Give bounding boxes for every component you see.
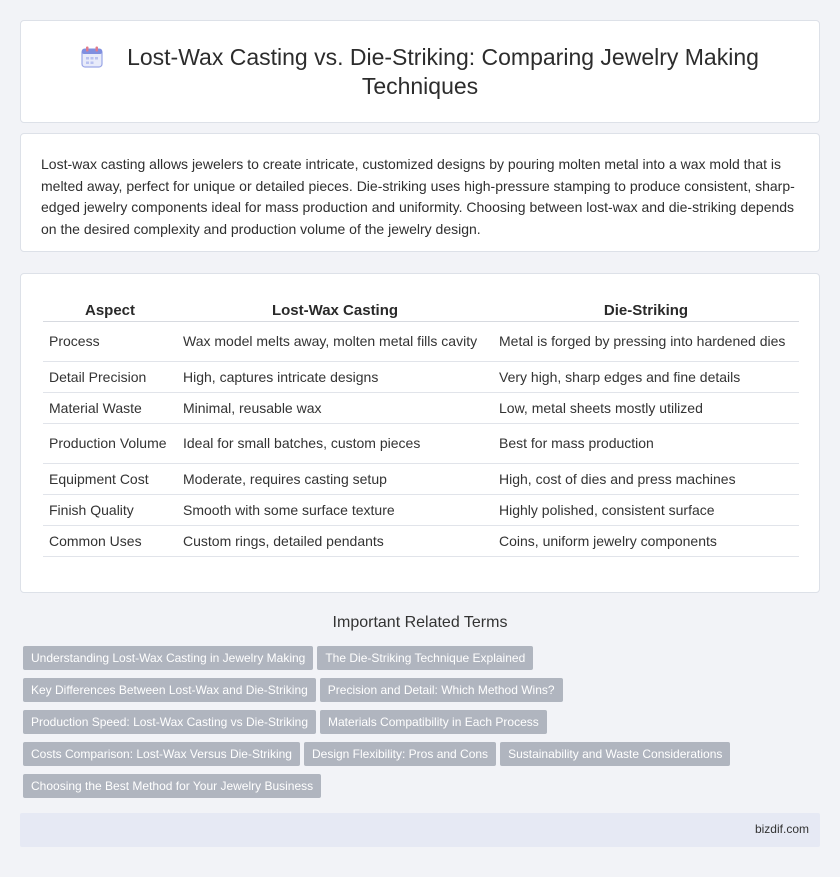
table-cell: Low, metal sheets mostly utilized bbox=[493, 392, 799, 423]
table-row bbox=[43, 361, 799, 392]
table-cell: Moderate, requires casting setup bbox=[177, 463, 493, 494]
table-cell: High, cost of dies and press machines bbox=[493, 463, 799, 494]
table-row bbox=[43, 423, 799, 463]
table-cell: Metal is forged by pressing into hardened dies bbox=[493, 321, 799, 361]
header-aspect: Aspect bbox=[43, 296, 177, 321]
related-term-link[interactable]: Choosing the Best Method for Your Jewelry Business bbox=[23, 774, 321, 798]
footer bbox=[20, 813, 820, 847]
table-cell: Finish Quality bbox=[43, 494, 177, 525]
table-row bbox=[43, 525, 799, 556]
table-cell: Common Uses bbox=[43, 525, 177, 556]
table-cell: Highly polished, consistent surface bbox=[493, 494, 799, 525]
related-terms-heading: Important Related Terms bbox=[332, 614, 508, 631]
header-card bbox=[20, 20, 820, 123]
related-term-link[interactable]: The Die-Striking Technique Explained bbox=[317, 646, 533, 670]
intro-paragraph: Lost-wax casting allows jewelers to create intricate, customized designs by pouring molten metal into a wax mold that is melted away, perfect for unique or detailed pieces. Die-striking uses high-pressure stamping to produce consistent, sharp-edged jewelry components ideal for mass production and uniformity. Choosing between lost-wax and die-striking depends on the desired complexity and production volume of the jewelry design. bbox=[41, 156, 795, 237]
intro-card bbox=[20, 133, 820, 252]
related-term-link[interactable]: Sustainability and Waste Considerations bbox=[500, 742, 730, 766]
comparison-card bbox=[20, 273, 820, 593]
table-cell: Smooth with some surface texture bbox=[177, 494, 493, 525]
related-term-link[interactable]: Key Differences Between Lost-Wax and Die-Striking bbox=[23, 678, 316, 702]
table-cell: Production Volume bbox=[43, 423, 177, 463]
related-term-link[interactable]: Design Flexibility: Pros and Cons bbox=[304, 742, 496, 766]
table-cell: Minimal, reusable wax bbox=[177, 392, 493, 423]
calendar-icon bbox=[81, 46, 103, 68]
table-cell: Detail Precision bbox=[43, 361, 177, 392]
table-cell: Equipment Cost bbox=[43, 463, 177, 494]
table-cell: Best for mass production bbox=[493, 423, 799, 463]
header-lost-wax: Lost-Wax Casting bbox=[177, 296, 493, 321]
table-cell: Wax model melts away, molten metal fills cavity bbox=[177, 321, 493, 361]
table-cell: High, captures intricate designs bbox=[177, 361, 493, 392]
table-cell: Very high, sharp edges and fine details bbox=[493, 361, 799, 392]
page-title bbox=[21, 43, 819, 101]
comparison-table bbox=[43, 296, 799, 557]
related-term-link[interactable]: Materials Compatibility in Each Process bbox=[320, 710, 547, 734]
related-term-link[interactable]: Production Speed: Lost-Wax Casting vs Die-Striking bbox=[23, 710, 316, 734]
table-row bbox=[43, 392, 799, 423]
table-row bbox=[43, 494, 799, 525]
table-cell: Ideal for small batches, custom pieces bbox=[177, 423, 493, 463]
related-term-link[interactable]: Understanding Lost-Wax Casting in Jewelry Making bbox=[23, 646, 313, 670]
table-row bbox=[43, 463, 799, 494]
table-row bbox=[43, 321, 799, 361]
table-header-row bbox=[43, 296, 799, 321]
table-cell: Custom rings, detailed pendants bbox=[177, 525, 493, 556]
related-terms-list bbox=[23, 646, 823, 806]
table-cell: Process bbox=[43, 321, 177, 361]
footer-site-link[interactable]: bizdif.com bbox=[754, 822, 809, 836]
table-cell: Material Waste bbox=[43, 392, 177, 423]
related-term-link[interactable]: Precision and Detail: Which Method Wins? bbox=[320, 678, 563, 702]
title-text: Lost-Wax Casting vs. Die-Striking: Comparing Jewelry Making Techniques bbox=[127, 44, 759, 99]
table-cell: Coins, uniform jewelry components bbox=[493, 525, 799, 556]
header-die-striking: Die-Striking bbox=[493, 296, 799, 321]
related-term-link[interactable]: Costs Comparison: Lost-Wax Versus Die-Striking bbox=[23, 742, 300, 766]
